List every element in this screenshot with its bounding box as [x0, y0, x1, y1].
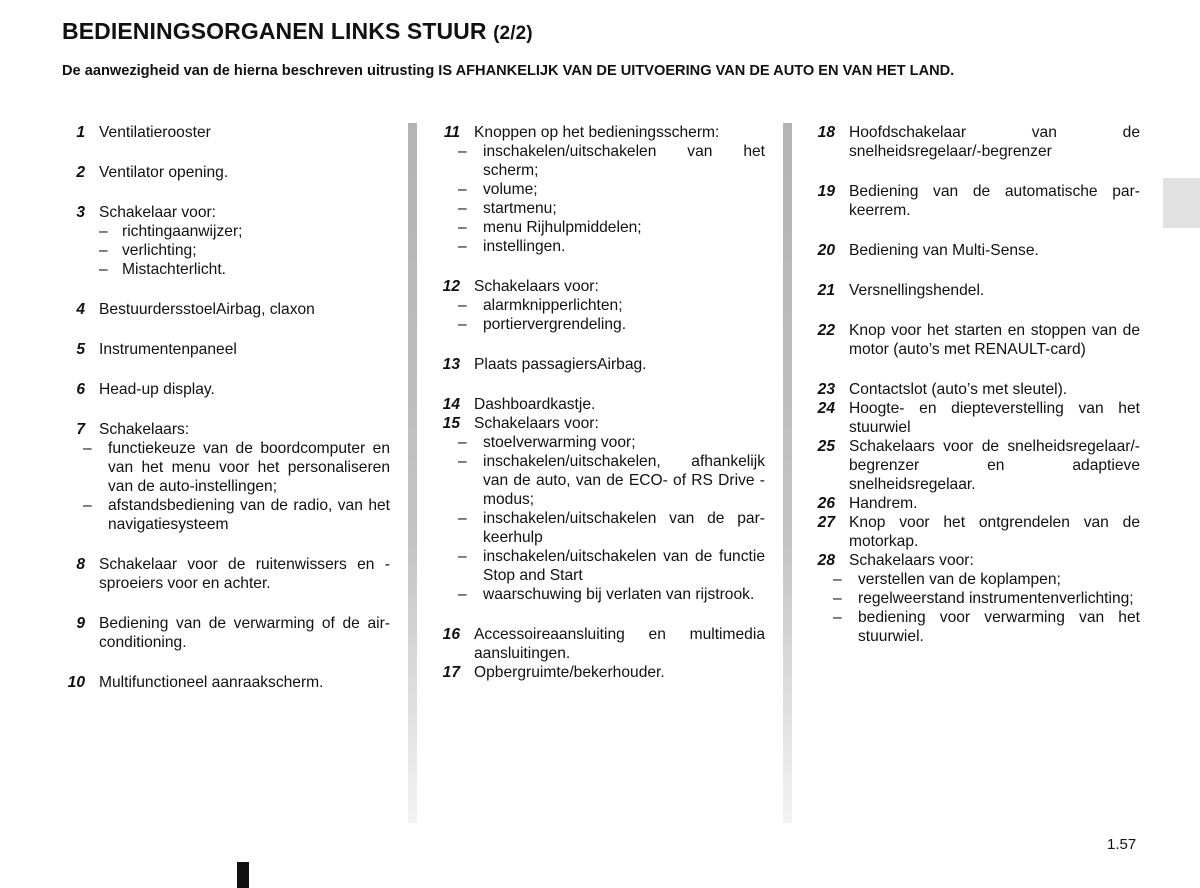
item-text: Knop voor het starten en stoppen van de motor (auto’s met RENAULT-card)	[849, 322, 1140, 358]
item-number: 7	[76, 421, 85, 438]
list-item	[437, 625, 765, 663]
item-text: Schakelaars voor de snelheidsregelaar/-begrenzer en adaptieve snelheidsregelaar.	[849, 438, 1140, 493]
sub-item	[458, 509, 765, 547]
item-number: 5	[76, 341, 85, 358]
item-number: 18	[817, 124, 835, 141]
list-item	[812, 551, 1140, 646]
item-number: 19	[817, 183, 835, 200]
item-number: 12	[442, 278, 460, 295]
item-number: 10	[67, 674, 85, 691]
sub-item	[458, 218, 765, 237]
list-item	[62, 614, 390, 652]
dash-bullet: –	[83, 497, 92, 514]
list-item	[62, 123, 390, 142]
list-item	[812, 241, 1140, 260]
item-text: Knop voor het ontgrendelen van de motorkap.	[849, 514, 1140, 550]
item-number: 27	[817, 514, 835, 531]
item-number: 6	[76, 381, 85, 398]
item-number: 22	[817, 322, 835, 339]
item-text: Versnellingshendel.	[849, 282, 985, 299]
sub-item	[458, 585, 765, 604]
item-number: 24	[817, 400, 835, 417]
list-item	[437, 395, 765, 414]
dash-bullet: –	[458, 586, 467, 603]
sub-item	[458, 452, 765, 509]
dash-bullet: –	[458, 453, 467, 470]
item-text: Schakelaar voor de ruitenwissers en -sproeiers voor en achter.	[99, 556, 390, 592]
sub-item-text: menu Rijhulpmiddelen;	[483, 219, 642, 236]
item-text: Bediening van de verwarming of de airconditioning.	[99, 615, 390, 651]
item-text: Ventilatierooster	[99, 124, 211, 141]
list-item	[62, 673, 390, 692]
availability-notice: De aanwezigheid van de hierna beschreven uitrusting IS AFHANKELIJK VAN DE UITVOERING VAN DE AUTO EN VAN HET LAND.	[62, 63, 955, 79]
list-item	[812, 494, 1140, 513]
dash-bullet: –	[833, 590, 842, 607]
item-number: 14	[442, 396, 460, 413]
list-item	[812, 437, 1140, 494]
item-text: Ventilator opening.	[99, 164, 229, 181]
dash-bullet: –	[458, 200, 467, 217]
sub-item	[62, 439, 390, 496]
sub-item-text: portiervergrendeling.	[483, 316, 627, 333]
list-item	[812, 513, 1140, 551]
sub-item-text: regelweerstand instrumentenverlichting;	[858, 590, 1134, 607]
list-item	[62, 420, 390, 439]
sub-item-text: Mistachterlicht.	[122, 261, 226, 278]
sub-item	[62, 496, 390, 534]
item-number: 25	[817, 438, 835, 455]
item-text: Knoppen op het bedieningsscherm:	[474, 124, 720, 141]
sub-item-text: waarschuwing bij verlaten van rijstrook.	[483, 586, 755, 603]
sub-item-text: stoelverwarming voor;	[483, 434, 636, 451]
sub-item	[99, 260, 390, 279]
sub-item	[458, 199, 765, 218]
page-title-text: BEDIENINGSORGANEN LINKS STUUR	[62, 18, 487, 44]
item-text: Hoogte- en diepteverstelling van het stuurwiel	[849, 400, 1140, 436]
column-right	[812, 123, 1140, 646]
item-number: 15	[442, 415, 460, 432]
item-text: Accessoireaansluiting en multimedia aansluitingen.	[474, 626, 765, 662]
list-item	[437, 123, 765, 256]
sub-item-text: instellingen.	[483, 238, 566, 255]
item-text: Plaats passagiersAirbag.	[474, 356, 647, 373]
list-item	[812, 321, 1140, 359]
page-number: 1.57	[1107, 836, 1137, 853]
list-item	[812, 182, 1140, 220]
list-item	[812, 123, 1140, 161]
item-number: 2	[76, 164, 85, 181]
column-left	[62, 123, 390, 692]
item-text: Head-up display.	[99, 381, 215, 398]
dash-bullet: –	[99, 261, 108, 278]
sub-item-text: inschakelen/uitschakelen van de parkeerhulp	[483, 510, 765, 546]
list-item	[437, 663, 765, 682]
item-number: 23	[817, 381, 835, 398]
list-item	[812, 399, 1140, 437]
sub-item	[458, 315, 765, 334]
item-text: Hoofdschakelaar van de snelheidsregelaar/-begrenzer	[849, 124, 1140, 160]
sub-item-text: alarmknipperlichten;	[483, 297, 623, 314]
item-text: Instrumentenpaneel	[99, 341, 237, 358]
item-text: Multifunctioneel aanraakscherm.	[99, 674, 324, 691]
list-item	[62, 203, 390, 279]
sub-item	[833, 589, 1140, 608]
column-divider	[783, 123, 792, 823]
sub-item	[458, 237, 765, 256]
sub-item	[833, 608, 1140, 646]
item-number: 26	[817, 495, 835, 512]
item-number: 11	[443, 124, 460, 141]
page-title	[62, 18, 533, 45]
dash-bullet: –	[458, 143, 467, 160]
sub-item-text: inschakelen/uitschakelen van de functie Stop and Start	[483, 548, 765, 584]
item-text: Schakelaars voor:	[474, 278, 599, 295]
item-number: 16	[442, 626, 460, 643]
item-text: Schakelaars voor:	[849, 552, 974, 569]
item-text: Bediening van Multi-Sense.	[849, 242, 1039, 259]
dash-bullet: –	[458, 510, 467, 527]
item-text: Schakelaars:	[99, 421, 190, 438]
crop-mark	[237, 862, 249, 888]
dash-bullet: –	[458, 316, 467, 333]
dash-bullet: –	[458, 219, 467, 236]
item-text: Bediening van de automatische parkeerrem.	[849, 183, 1140, 219]
item-number: 20	[817, 242, 835, 259]
list-item	[812, 380, 1140, 399]
item-number: 8	[76, 556, 85, 573]
item-number: 13	[442, 356, 460, 373]
item-text: Schakelaar voor:	[99, 204, 217, 221]
dash-bullet: –	[458, 548, 467, 565]
item-number: 9	[76, 615, 85, 632]
sub-item-text: verlichting;	[122, 242, 197, 259]
sub-item-text: inschakelen/uitschakelen, afhankelijk van de auto, van de ECO- of RS Drive -modus;	[483, 453, 765, 508]
item-text: BestuurdersstoelAirbag, claxon	[99, 301, 315, 318]
list-item	[62, 380, 390, 399]
page-title-suffix: (2/2)	[493, 23, 533, 44]
item-number: 3	[76, 204, 85, 221]
section-tab-marker	[1163, 178, 1200, 228]
item-number: 17	[442, 664, 460, 681]
item-number: 4	[76, 301, 85, 318]
item-text: Contactslot (auto’s met sleutel).	[849, 381, 1068, 398]
list-item	[62, 300, 390, 319]
dash-bullet: –	[99, 223, 108, 240]
sub-item-text: afstandsbediening van de radio, van het navigatiesysteem	[108, 497, 390, 533]
list-item	[62, 340, 390, 359]
item-number: 21	[817, 282, 835, 299]
item-text: Opbergruimte/bekerhouder.	[474, 664, 665, 681]
dash-bullet: –	[833, 609, 842, 626]
sub-item-text: bediening voor verwarming van het stuurwiel.	[858, 609, 1140, 645]
sub-item-text: verstellen van de koplampen;	[858, 571, 1061, 588]
item-number: 28	[817, 552, 835, 569]
dash-bullet: –	[458, 238, 467, 255]
sub-item	[99, 222, 390, 241]
list-item	[812, 281, 1140, 300]
sub-item-text: inschakelen/uitschakelen van het scherm;	[483, 143, 765, 179]
sub-item-text: volume;	[483, 181, 538, 198]
list-item	[62, 163, 390, 182]
sub-item	[458, 296, 765, 315]
list-item	[437, 355, 765, 374]
column-middle	[437, 123, 765, 682]
item-text: Dashboardkastje.	[474, 396, 596, 413]
sub-item-text: startmenu;	[483, 200, 557, 217]
dash-bullet: –	[458, 434, 467, 451]
dash-bullet: –	[458, 297, 467, 314]
sub-item	[99, 241, 390, 260]
sub-item	[458, 547, 765, 585]
list-item	[437, 277, 765, 334]
item-number: 1	[76, 124, 85, 141]
dash-bullet: –	[83, 440, 92, 457]
dash-bullet: –	[99, 242, 108, 259]
list-item	[62, 555, 390, 593]
sub-item	[833, 570, 1140, 589]
item-text: Schakelaars voor:	[474, 415, 599, 432]
item-text: Handrem.	[849, 495, 918, 512]
sub-item	[458, 433, 765, 452]
list-item	[437, 414, 765, 604]
sub-item	[458, 180, 765, 199]
dash-bullet: –	[458, 181, 467, 198]
sub-item-text: functiekeuze van de boordcomputer en van het menu voor het personaliseren van de auto-instellingen;	[108, 440, 390, 495]
column-divider	[408, 123, 417, 823]
sub-item	[458, 142, 765, 180]
sub-item-text: richtingaanwijzer;	[122, 223, 243, 240]
dash-bullet: –	[833, 571, 842, 588]
